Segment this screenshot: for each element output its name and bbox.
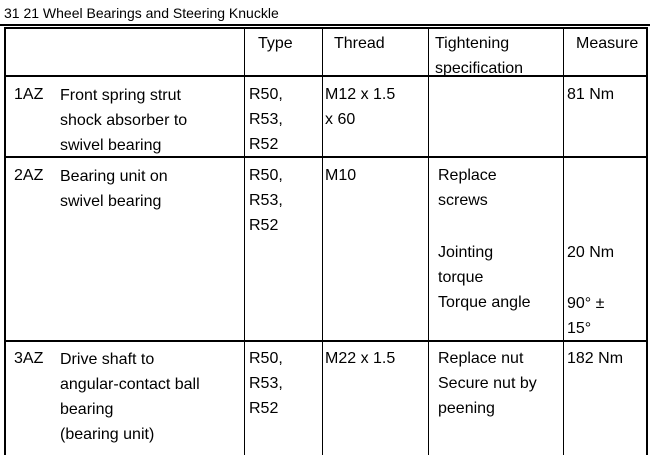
table-top-border <box>6 27 646 29</box>
title-divider <box>0 24 650 26</box>
spec-line: torque <box>438 269 484 286</box>
description-line: angular-contact ball <box>60 376 200 393</box>
row-measure <box>567 240 614 265</box>
header-tightening-line: Tightening <box>435 35 510 52</box>
row-type <box>249 82 283 157</box>
description-line: swivel bearing <box>60 193 162 210</box>
type-line: R52 <box>249 136 279 153</box>
description-line: swivel bearing <box>60 137 162 154</box>
type-line: R53, <box>249 375 283 392</box>
page-title: 31 21 Wheel Bearings and Steering Knuckle <box>4 5 279 21</box>
column-divider <box>563 27 564 455</box>
description-line: Drive shaft to <box>60 351 155 368</box>
row-id: 1AZ <box>14 86 44 103</box>
header-thread: Thread <box>334 35 385 52</box>
row-measure: 182 Nm <box>567 350 624 367</box>
description-line: Front spring strut <box>60 87 181 104</box>
spec-line: Torque angle <box>438 294 531 311</box>
header-tightening-line: specification <box>435 60 524 77</box>
row-thread: M22 x 1.5 <box>325 350 396 367</box>
measure-line: 15° <box>567 320 592 337</box>
row-id: 3AZ <box>14 350 44 367</box>
torque-table <box>4 27 648 455</box>
column-divider <box>428 27 429 455</box>
spec-line: Secure nut by <box>438 375 537 392</box>
row-thread <box>325 82 395 132</box>
spec-line: Replace <box>438 167 497 184</box>
row-type <box>249 346 283 421</box>
row-description <box>60 164 168 214</box>
header-tightening <box>435 31 523 81</box>
type-line: R53, <box>249 192 283 209</box>
description-line: bearing <box>60 401 114 418</box>
type-line: R53, <box>249 111 283 128</box>
column-divider <box>322 27 323 455</box>
row-spec <box>438 346 537 421</box>
row-description <box>60 83 187 158</box>
measure-line: 20 Nm <box>567 244 615 261</box>
type-line: R50, <box>249 350 283 367</box>
type-line: R50, <box>249 167 283 184</box>
header-bottom-border <box>6 75 646 77</box>
type-line: R52 <box>249 400 279 417</box>
type-line: R50, <box>249 86 283 103</box>
row-spec <box>438 240 531 315</box>
row-divider <box>6 340 646 342</box>
row-thread: M10 <box>325 167 357 184</box>
thread-line: M12 x 1.5 <box>325 86 396 103</box>
header-type: Type <box>258 35 293 52</box>
type-line: R52 <box>249 217 279 234</box>
description-line: Bearing unit on <box>60 168 168 185</box>
row-description <box>60 347 200 447</box>
spec-line: Replace nut <box>438 350 524 367</box>
row-spec <box>438 163 497 213</box>
row-measure <box>567 291 604 341</box>
measure-line: 90° ± <box>567 295 605 312</box>
row-type <box>249 163 283 238</box>
spec-line: peening <box>438 400 495 417</box>
description-line: (bearing unit) <box>60 426 155 443</box>
row-id: 2AZ <box>14 167 44 184</box>
spec-line: screws <box>438 192 488 209</box>
description-line: shock absorber to <box>60 112 188 129</box>
header-measure: Measure <box>576 35 639 52</box>
row-measure: 81 Nm <box>567 86 615 103</box>
column-divider <box>244 27 245 455</box>
thread-line: x 60 <box>325 111 356 128</box>
spec-line: Jointing <box>438 244 494 261</box>
